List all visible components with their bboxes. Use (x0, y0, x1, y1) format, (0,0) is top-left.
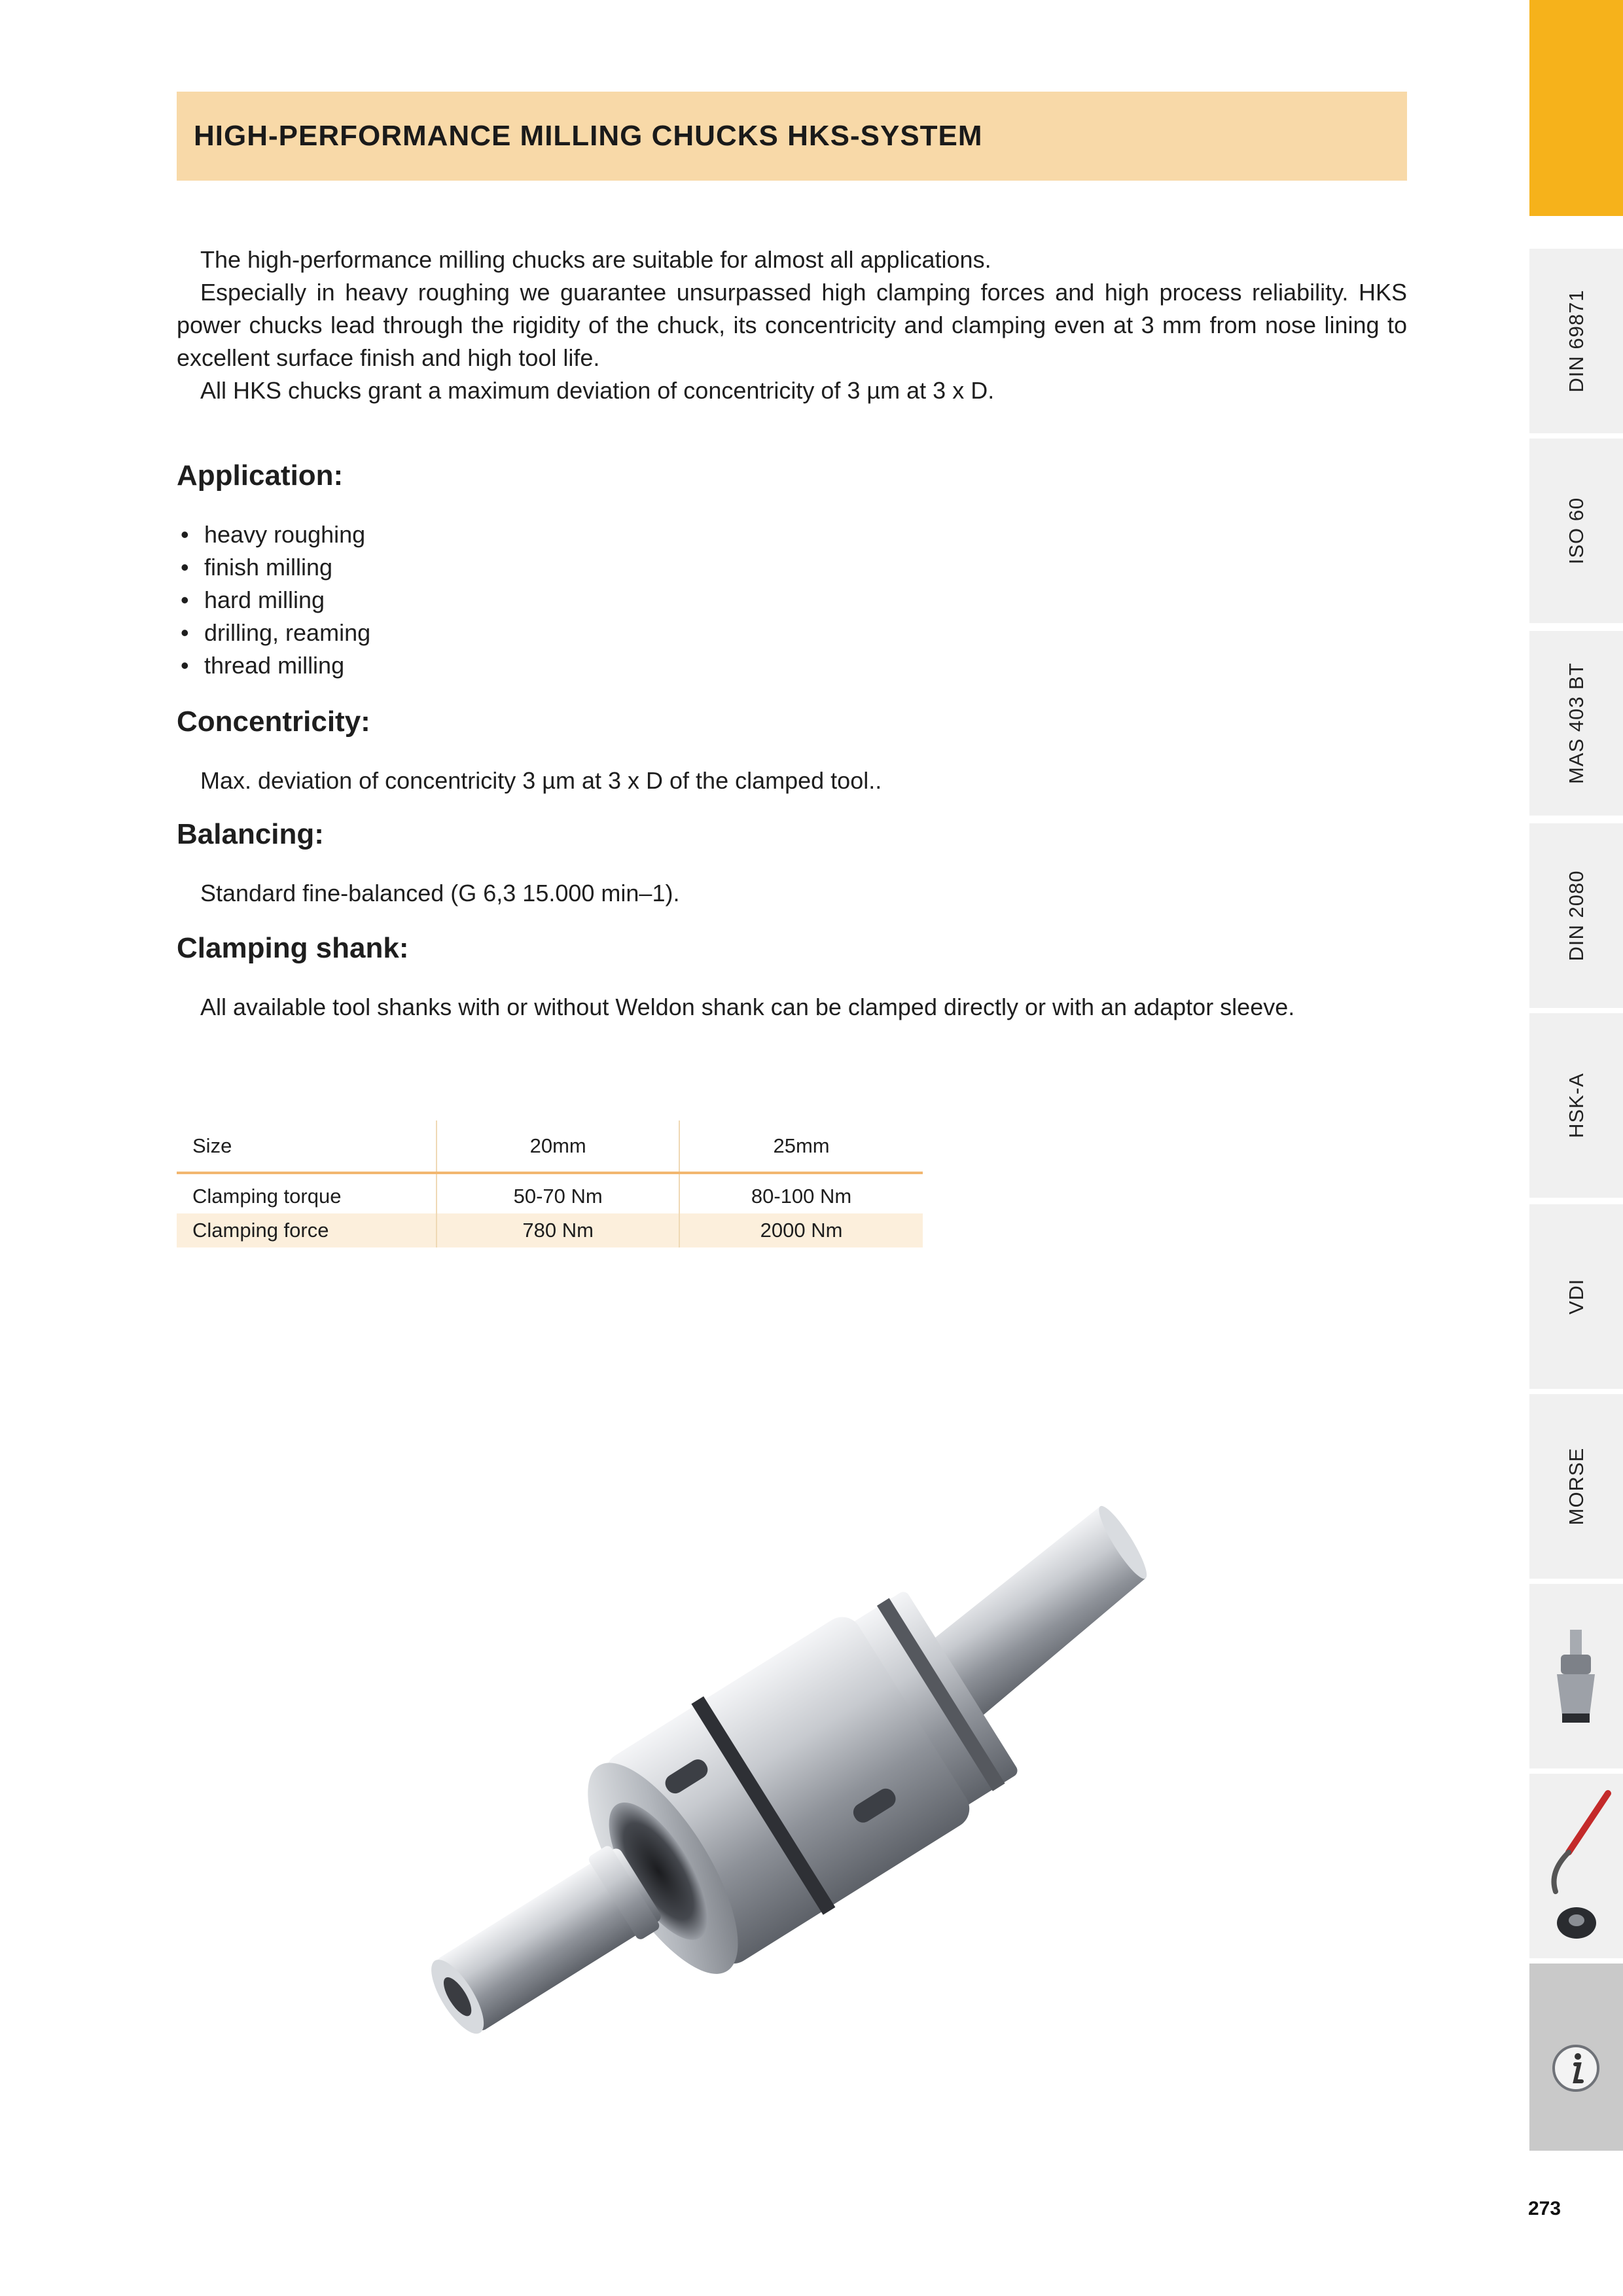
intro-paragraph-2: Especially in heavy roughing we guarantee unsurpassed high clamping forces and high process reliability. HKS power chucks lead through the rigidity of the chuck, its concentricity and clamping even at 3 mm from nose lining to excellent surface finish and high tool life. (177, 279, 1407, 371)
application-heading: Application: (177, 459, 344, 492)
page-number: 273 (1528, 2198, 1561, 2219)
milling-chuck-image (327, 1433, 1243, 2127)
table-header-cell: 20mm (437, 1121, 679, 1173)
tab-mas-403-bt[interactable]: MAS 403 BT (1529, 628, 1623, 816)
table-cell: 2000 Nm (679, 1213, 923, 1247)
spec-table (177, 1121, 923, 1247)
list-item: • hard milling (181, 586, 325, 613)
info-icon (1529, 1964, 1623, 2153)
list-item: • thread milling (181, 652, 345, 679)
tab-drill-chucks[interactable] (1529, 1581, 1623, 1768)
page-title: HIGH-PERFORMANCE MILLING CHUCKS HKS-SYSTEM (194, 120, 983, 152)
intro-text (177, 243, 1407, 407)
concentricity-heading: Concentricity: (177, 706, 370, 738)
list-item: • drilling, reaming (181, 619, 371, 646)
tab-iso-60[interactable]: ISO 60 (1529, 436, 1623, 623)
table-cell: Clamping force (192, 1219, 329, 1242)
table-row (177, 1173, 923, 1213)
table-header-row (177, 1121, 923, 1173)
tab-din-69871[interactable]: DIN 69871 (1529, 246, 1623, 433)
intro-paragraph-3: All HKS chucks grant a maximum deviation of concentricity of 3 µm at 3 x D. (200, 377, 995, 404)
table-cell: 780 Nm (437, 1213, 679, 1247)
accent-tab (1529, 0, 1623, 216)
list-item: • finish milling (181, 554, 333, 581)
title-bar (177, 92, 1407, 181)
tab-info[interactable] (1529, 1961, 1623, 2151)
table-header-cell: 25mm (679, 1121, 923, 1173)
table-cell: 50-70 Nm (437, 1173, 679, 1213)
drill-chuck-icon (1529, 1584, 1623, 1771)
tab-din-2080[interactable]: DIN 2080 (1529, 821, 1623, 1008)
table-cell: Clamping torque (192, 1185, 342, 1208)
tab-hsk-a[interactable]: HSK-A (1529, 1011, 1623, 1198)
clamping-shank-heading: Clamping shank: (177, 932, 409, 964)
tab-wrenches[interactable] (1529, 1771, 1623, 1958)
clamping-shank-text: All available tool shanks with or without Weldon shank can be clamped directly or with an adaptor sleeve. (200, 994, 1295, 1020)
concentricity-text: Max. deviation of concentricity 3 µm at 3 x D of the clamped tool.. (200, 767, 882, 794)
tab-morse[interactable]: MORSE (1529, 1391, 1623, 1579)
intro-paragraph-1: The high-performance milling chucks are suitable for almost all applications. (200, 246, 991, 273)
list-item: • heavy roughing (181, 521, 366, 548)
balancing-text: Standard fine-balanced (G 6,3 15.000 min–1). (200, 880, 680, 906)
balancing-heading: Balancing: (177, 818, 324, 850)
side-tab-column (1529, 0, 1623, 2296)
table-cell: 80-100 Nm (679, 1173, 923, 1213)
hook-wrench-icon (1529, 1774, 1623, 1961)
table-row (177, 1213, 923, 1247)
application-list (177, 518, 370, 682)
table-header-cell: Size (192, 1134, 232, 1157)
tab-vdi[interactable]: VDI (1529, 1202, 1623, 1389)
